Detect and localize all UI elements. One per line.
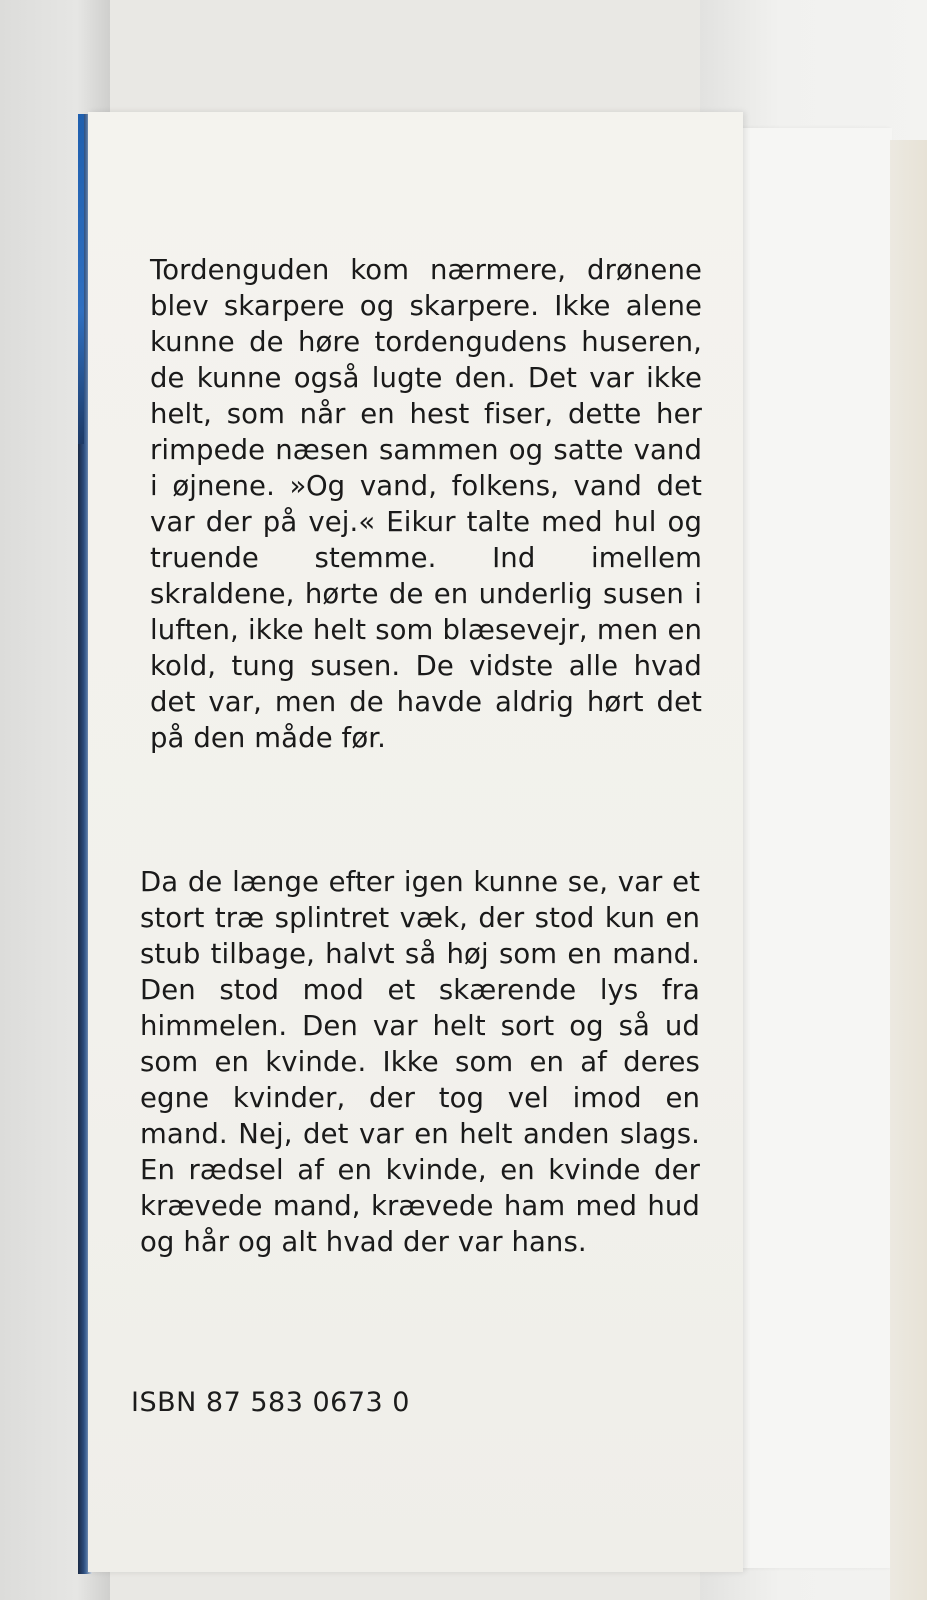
blurb-paragraph-1: Tordenguden kom nærmere, drønene blev skarpere og skarpere. Ikke alene kunne de høre tordengudens huseren, de kunne også lugte den. Det var ikke helt, som når en hest fiser, dette her rimpede næsen sammen og satte vand i øjnene. »Og vand, folkens, vand det var der på vej.« Eikur talte med hul og truende stemme. Ind imellem skraldene, hørte de en underlig susen i luften, ikke helt som blæsevejr, men en kold, tung susen. De vidste alle hvad det var, men de havde aldrig hørt det på den måde før. bbox=[150, 254, 702, 754]
spine-blue-stripe bbox=[78, 114, 84, 444]
back-cover-page bbox=[88, 112, 743, 1572]
isbn-number: ISBN 87 583 0673 0 bbox=[131, 1387, 410, 1418]
blurb-paragraph-2: Da de længe efter igen kunne se, var et stort træ splintret væk, der stod kun en stub tilbage, halvt så høj som en mand. Den stod mod et skærende lys fra himmelen. Den var helt sort og så ud som en kvinde. Ikke som en af deres egne kvinder, der tog vel imod en mand. Nej, det var en helt anden slags. En rædsel af en kvinde, en kvinde der krævede mand, krævede ham med hud og hår og alt hvad der var hans. bbox=[140, 866, 700, 1258]
book-edge bbox=[890, 140, 927, 1600]
